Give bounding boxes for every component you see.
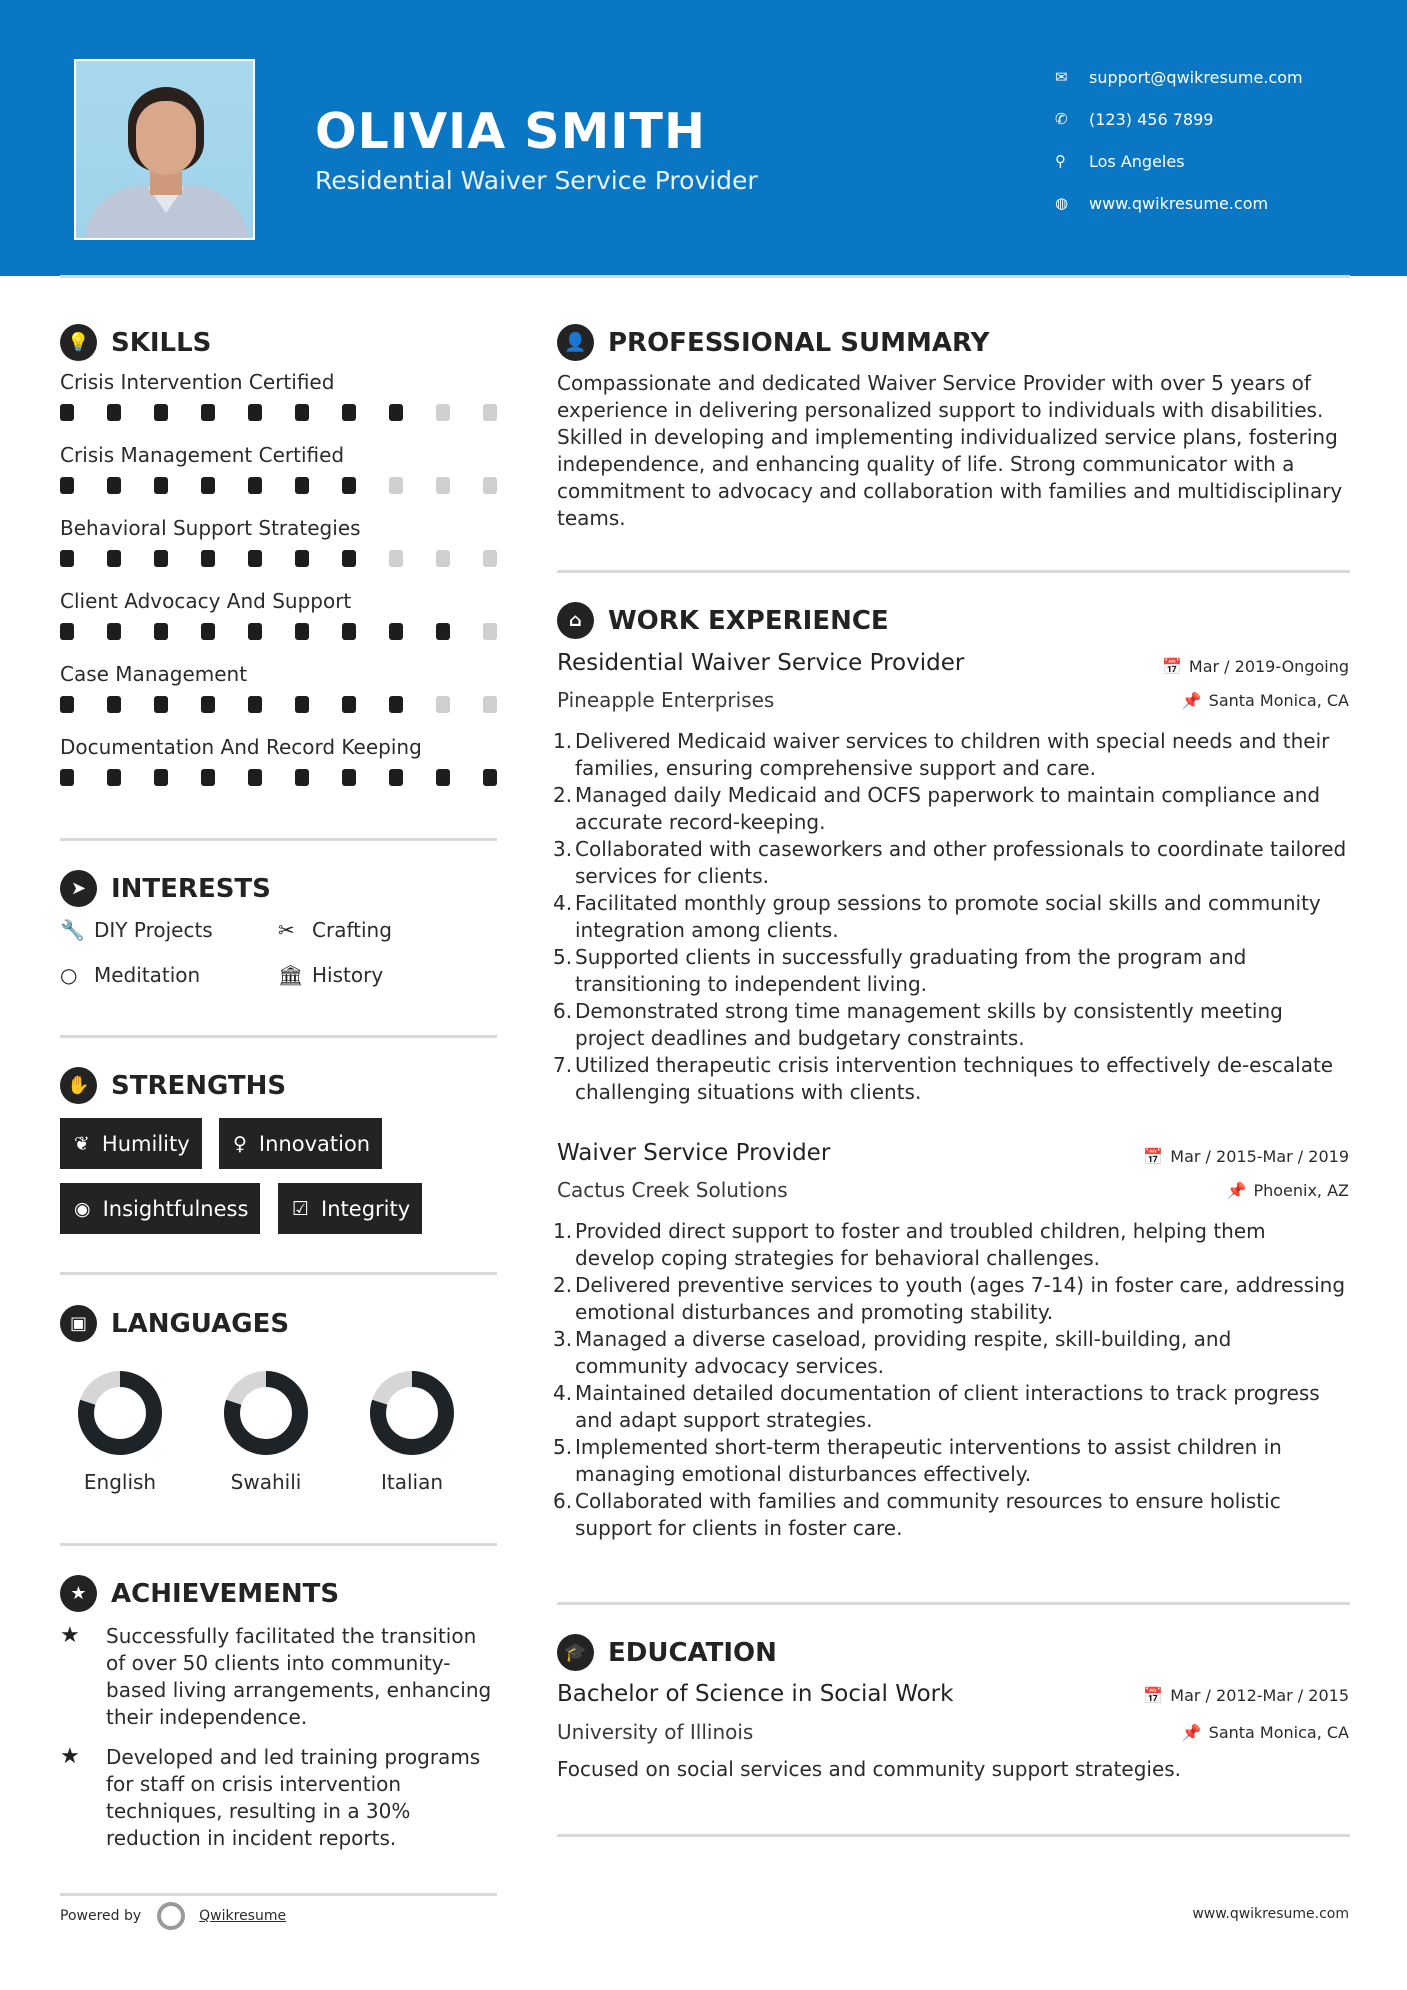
language-label: Italian bbox=[380, 1470, 444, 1494]
candidate-name: OLIVIA SMITH bbox=[315, 103, 706, 160]
rating-dot-filled bbox=[154, 769, 168, 786]
calendar-icon: 📅 bbox=[1143, 1686, 1164, 1705]
job-duty-text: Utilized therapeutic crisis intervention techniques to effectively de-escalate challenging situations with clients. bbox=[575, 1053, 1334, 1104]
skills-divider bbox=[60, 838, 497, 841]
star-icon: ★ bbox=[60, 1623, 80, 1648]
rating-dot-filled bbox=[295, 696, 309, 713]
job-duty-text: Provided direct support to foster and troubled children, helping them develop coping strategies for behavioral challenges. bbox=[575, 1219, 1266, 1270]
rating-dot-empty bbox=[483, 696, 497, 713]
list-number: 5. bbox=[553, 1435, 573, 1459]
rating-dot-empty bbox=[436, 477, 450, 494]
globe-icon: ◍ bbox=[1055, 194, 1069, 212]
languages-divider bbox=[60, 1543, 497, 1546]
qwikresume-logo-icon bbox=[157, 1902, 185, 1930]
education-heading: 🎓 EDUCATION bbox=[557, 1634, 777, 1671]
strength-tag-integrity: ☑ Integrity bbox=[278, 1183, 422, 1234]
paper-plane-icon: ➤ bbox=[60, 870, 97, 907]
job-duty-text: Delivered preventive services to youth (ages 7-14) in foster care, addressing emotional disturbances and promoting stability. bbox=[575, 1273, 1346, 1324]
rating-dot-filled bbox=[342, 550, 356, 567]
footer-website[interactable]: www.qwikresume.com bbox=[1192, 1906, 1349, 1922]
job-dates: 📅 Mar / 2019-Ongoing bbox=[1161, 657, 1349, 676]
job-duty bbox=[553, 890, 1350, 944]
job-duty-text: Collaborated with families and community resources to ensure holistic support for clients in foster care. bbox=[575, 1489, 1281, 1540]
rating-dot-filled bbox=[389, 696, 403, 713]
user-icon: 👤 bbox=[557, 324, 594, 361]
skills-heading: 💡 SKILLS bbox=[60, 324, 211, 361]
rating-dot-filled bbox=[295, 477, 309, 494]
list-number: 3. bbox=[553, 1327, 573, 1351]
calendar-icon: 📅 bbox=[1161, 657, 1182, 676]
lightbulb-icon: 💡 bbox=[60, 324, 97, 361]
list-number: 4. bbox=[553, 1381, 573, 1405]
job-duty-text: Supported clients in successfully graduating from the program and transitioning to independent living. bbox=[575, 945, 1247, 996]
eye-icon: ◉ bbox=[74, 1197, 91, 1220]
rating-dot-filled bbox=[248, 477, 262, 494]
job-duty-text: Demonstrated strong time management skills by consistently meeting project deadlines and budgetary constraints. bbox=[575, 999, 1283, 1050]
circle-icon: ○ bbox=[60, 963, 78, 987]
achievement-item: ★ Successfully facilitated the transition of over 50 clients into community-based living arrangements, enhancing their independence. bbox=[60, 1623, 492, 1729]
rating-dot-empty bbox=[436, 696, 450, 713]
achievements-heading: ★ ACHIEVEMENTS bbox=[60, 1575, 339, 1612]
map-marker-icon: ⚲ bbox=[1055, 152, 1066, 170]
education-location: 📌 Santa Monica, CA bbox=[1181, 1723, 1349, 1742]
rating-dot-filled bbox=[248, 404, 262, 421]
strength-tag-innovation: ♀ Innovation bbox=[219, 1118, 382, 1169]
job-title: Residential Waiver Service Provider bbox=[557, 650, 965, 676]
skill-label: Crisis Intervention Certified bbox=[60, 370, 335, 394]
rating-dot-empty bbox=[483, 404, 497, 421]
education-description: Focused on social services and community support strategies. bbox=[557, 1757, 1182, 1781]
achievements-divider bbox=[60, 1893, 497, 1896]
rating-dot-empty bbox=[389, 477, 403, 494]
strengths-heading: ✋ STRENGTHS bbox=[60, 1067, 286, 1104]
rating-dot-filled bbox=[60, 696, 74, 713]
rating-dot-filled bbox=[154, 696, 168, 713]
rating-dot-filled bbox=[201, 623, 215, 640]
job-duty bbox=[553, 998, 1350, 1052]
language-label: English bbox=[83, 1470, 157, 1494]
job-duty-text: Implemented short-term therapeutic interventions to assist children in managing emotional disturbances effectively. bbox=[575, 1435, 1282, 1486]
envelope-icon: ✉ bbox=[1055, 68, 1068, 86]
rating-dot-filled bbox=[342, 769, 356, 786]
check-square-icon: ☑ bbox=[292, 1197, 310, 1220]
job-location: 📌 Phoenix, AZ bbox=[1226, 1181, 1349, 1200]
job-duty-text: Maintained detailed documentation of client interactions to track progress and adapt support strategies. bbox=[575, 1381, 1320, 1432]
job-duty bbox=[553, 1488, 1350, 1542]
office-chair-icon: ⌂ bbox=[557, 602, 594, 639]
job-duties-list bbox=[553, 728, 1350, 1106]
list-number: 5. bbox=[553, 945, 573, 969]
job-location: 📌 Santa Monica, CA bbox=[1181, 691, 1349, 710]
achievement-item: ★ Developed and led training programs for staff on crisis intervention techniques, resulting in a 30% reduction in incident reports. bbox=[60, 1744, 481, 1850]
rating-dot-filled bbox=[248, 769, 262, 786]
language-item bbox=[50, 1370, 190, 1494]
skill-item bbox=[60, 516, 497, 567]
education-degree: Bachelor of Science in Social Work bbox=[557, 1681, 954, 1707]
rating-dot-filled bbox=[60, 477, 74, 494]
skill-rating bbox=[60, 404, 497, 421]
language-item bbox=[196, 1370, 336, 1494]
rating-dot-filled bbox=[107, 769, 121, 786]
header-divider bbox=[60, 275, 1350, 278]
job-duty-text: Managed a diverse caseload, providing respite, skill-building, and community advocacy services. bbox=[575, 1327, 1232, 1378]
job-duty bbox=[553, 1380, 1350, 1434]
job-duty bbox=[553, 944, 1350, 998]
rating-dot-filled bbox=[60, 550, 74, 567]
wrench-icon: 🔧 bbox=[60, 918, 85, 942]
rating-dot-filled bbox=[201, 696, 215, 713]
scissors-icon: ✂ bbox=[278, 918, 295, 942]
pin-icon: 📌 bbox=[1226, 1181, 1247, 1200]
rating-dot-filled bbox=[295, 769, 309, 786]
rating-dot-filled bbox=[60, 623, 74, 640]
interest-diy-projects: 🔧 DIY Projects bbox=[60, 918, 213, 942]
skill-rating bbox=[60, 696, 497, 713]
hand-icon: ✋ bbox=[60, 1067, 97, 1104]
job-duty bbox=[553, 1326, 1350, 1380]
language-item bbox=[342, 1370, 482, 1494]
graduate-icon: 🎓 bbox=[557, 1634, 594, 1671]
rating-dot-filled bbox=[295, 623, 309, 640]
profile-photo bbox=[74, 59, 255, 240]
languages-heading: ▣ LANGUAGES bbox=[60, 1305, 289, 1342]
pin-icon: 📌 bbox=[1181, 691, 1202, 710]
summary-divider bbox=[557, 570, 1350, 573]
list-number: 6. bbox=[553, 1489, 573, 1513]
contact-website[interactable]: ◍ www.qwikresume.com bbox=[1055, 193, 1269, 213]
list-number: 6. bbox=[553, 999, 573, 1023]
rating-dot-filled bbox=[60, 769, 74, 786]
list-number: 2. bbox=[553, 783, 573, 807]
rating-dot-empty bbox=[436, 404, 450, 421]
list-number: 3. bbox=[553, 837, 573, 861]
strengths-divider bbox=[60, 1272, 497, 1275]
job-duty bbox=[553, 1434, 1350, 1488]
contact-email[interactable]: ✉ support@qwikresume.com bbox=[1055, 67, 1303, 87]
skill-rating bbox=[60, 477, 497, 494]
skill-item bbox=[60, 589, 497, 640]
rating-dot-filled bbox=[154, 477, 168, 494]
skill-rating bbox=[60, 550, 497, 567]
candidate-role: Residential Waiver Service Provider bbox=[315, 166, 758, 195]
skill-label: Behavioral Support Strategies bbox=[60, 516, 361, 540]
job-duty bbox=[553, 728, 1350, 782]
list-number: 4. bbox=[553, 891, 573, 915]
job-duty bbox=[553, 1272, 1350, 1326]
lightbulb-icon: ♀ bbox=[233, 1132, 247, 1155]
rating-dot-filled bbox=[295, 550, 309, 567]
rating-dot-filled bbox=[295, 404, 309, 421]
leaf-icon: ❦ bbox=[74, 1132, 90, 1155]
rating-dot-filled bbox=[389, 623, 403, 640]
interest-meditation: ○ Meditation bbox=[60, 963, 201, 987]
interests-heading: ➤ INTERESTS bbox=[60, 870, 271, 907]
rating-dot-filled bbox=[107, 477, 121, 494]
rating-dot-filled bbox=[342, 623, 356, 640]
list-number: 1. bbox=[553, 729, 573, 753]
language-label: Swahili bbox=[230, 1470, 302, 1494]
job-duties-list bbox=[553, 1218, 1350, 1542]
skill-item bbox=[60, 662, 497, 713]
rating-dot-filled bbox=[201, 769, 215, 786]
star-badge-icon: ★ bbox=[60, 1575, 97, 1612]
rating-dot-filled bbox=[342, 696, 356, 713]
job-duty bbox=[553, 1218, 1350, 1272]
rating-dot-filled bbox=[248, 550, 262, 567]
header-banner bbox=[0, 0, 1407, 276]
powered-by: Powered by Qwikresume bbox=[60, 1902, 286, 1930]
rating-dot-filled bbox=[107, 550, 121, 567]
skill-item bbox=[60, 370, 497, 421]
rating-dot-filled bbox=[389, 404, 403, 421]
strength-tag-humility: ❦ Humility bbox=[60, 1118, 202, 1169]
rating-dot-empty bbox=[483, 550, 497, 567]
education-divider bbox=[557, 1834, 1350, 1837]
contact-location: ⚲ Los Angeles bbox=[1055, 151, 1185, 171]
rating-dot-filled bbox=[342, 404, 356, 421]
list-number: 2. bbox=[553, 1273, 573, 1297]
skill-label: Case Management bbox=[60, 662, 248, 686]
experience-heading: ⌂ WORK EXPERIENCE bbox=[557, 602, 889, 639]
experience-divider bbox=[557, 1602, 1350, 1605]
language-gauge bbox=[77, 1370, 163, 1456]
job-duty-text: Facilitated monthly group sessions to promote social skills and community integration among clients. bbox=[575, 891, 1321, 942]
job-dates: 📅 Mar / 2015-Mar / 2019 bbox=[1143, 1147, 1349, 1166]
education-dates: 📅 Mar / 2012-Mar / 2015 bbox=[1143, 1686, 1349, 1705]
skill-rating bbox=[60, 623, 497, 640]
job-company: Pineapple Enterprises bbox=[557, 688, 775, 712]
rating-dot-filled bbox=[154, 404, 168, 421]
interests-divider bbox=[60, 1035, 497, 1038]
skill-label: Documentation And Record Keeping bbox=[60, 735, 422, 759]
rating-dot-filled bbox=[248, 623, 262, 640]
museum-icon: 🏛 bbox=[278, 963, 304, 987]
language-card-icon: ▣ bbox=[60, 1305, 97, 1342]
rating-dot-filled bbox=[60, 404, 74, 421]
rating-dot-filled bbox=[107, 696, 121, 713]
phone-icon: ✆ bbox=[1055, 110, 1068, 128]
rating-dot-filled bbox=[436, 769, 450, 786]
rating-dot-empty bbox=[436, 550, 450, 567]
job-title: Waiver Service Provider bbox=[557, 1140, 831, 1166]
summary-heading: 👤 PROFESSIONAL SUMMARY bbox=[557, 324, 989, 361]
job-duty-text: Managed daily Medicaid and OCFS paperwork to maintain compliance and accurate record-keeping. bbox=[575, 783, 1321, 834]
list-number: 7. bbox=[553, 1053, 573, 1077]
job-duty bbox=[553, 782, 1350, 836]
rating-dot-filled bbox=[201, 550, 215, 567]
rating-dot-filled bbox=[436, 623, 450, 640]
job-duty-text: Collaborated with caseworkers and other professionals to coordinate tailored services for clients. bbox=[575, 837, 1347, 888]
star-icon: ★ bbox=[60, 1744, 80, 1769]
rating-dot-filled bbox=[154, 623, 168, 640]
rating-dot-empty bbox=[483, 477, 497, 494]
rating-dot-filled bbox=[483, 769, 497, 786]
rating-dot-filled bbox=[154, 550, 168, 567]
qwikresume-link[interactable]: Qwikresume bbox=[199, 1908, 287, 1924]
skill-label: Crisis Management Certified bbox=[60, 443, 345, 467]
strength-tag-insightfulness: ◉ Insightfulness bbox=[60, 1183, 260, 1234]
rating-dot-filled bbox=[342, 477, 356, 494]
rating-dot-filled bbox=[107, 404, 121, 421]
contact-block bbox=[1055, 56, 1355, 224]
calendar-icon: 📅 bbox=[1143, 1147, 1164, 1166]
interest-crafting: ✂ Crafting bbox=[278, 918, 392, 942]
language-gauge bbox=[223, 1370, 309, 1456]
rating-dot-filled bbox=[107, 623, 121, 640]
contact-phone[interactable]: ✆ (123) 456 7899 bbox=[1055, 109, 1214, 129]
skill-item bbox=[60, 443, 497, 494]
list-number: 1. bbox=[553, 1219, 573, 1243]
skill-label: Client Advocacy And Support bbox=[60, 589, 352, 613]
skill-item bbox=[60, 735, 497, 786]
job-company: Cactus Creek Solutions bbox=[557, 1178, 788, 1202]
education-school: University of Illinois bbox=[557, 1720, 754, 1744]
rating-dot-empty bbox=[483, 623, 497, 640]
language-gauge bbox=[369, 1370, 455, 1456]
rating-dot-empty bbox=[389, 550, 403, 567]
rating-dot-filled bbox=[201, 404, 215, 421]
interest-history: 🏛 History bbox=[278, 963, 384, 987]
skill-rating bbox=[60, 769, 497, 786]
rating-dot-filled bbox=[389, 769, 403, 786]
summary-text: Compassionate and dedicated Waiver Service Provider with over 5 years of experience in delivering personalized support to individuals with disabilities. Skilled in developing and implementing individualized service plans, fostering independence, and enhancing quality of life. Strong communicator with a commitment to advocacy and collaboration with families and multidisciplinary teams. bbox=[557, 371, 1343, 530]
job-duty-text: Delivered Medicaid waiver services to children with special needs and their families, ensuring comprehensive support and care. bbox=[575, 729, 1330, 780]
pin-icon: 📌 bbox=[1181, 1723, 1202, 1742]
job-duty bbox=[553, 1052, 1350, 1106]
rating-dot-filled bbox=[248, 696, 262, 713]
job-duty bbox=[553, 836, 1350, 890]
rating-dot-filled bbox=[201, 477, 215, 494]
